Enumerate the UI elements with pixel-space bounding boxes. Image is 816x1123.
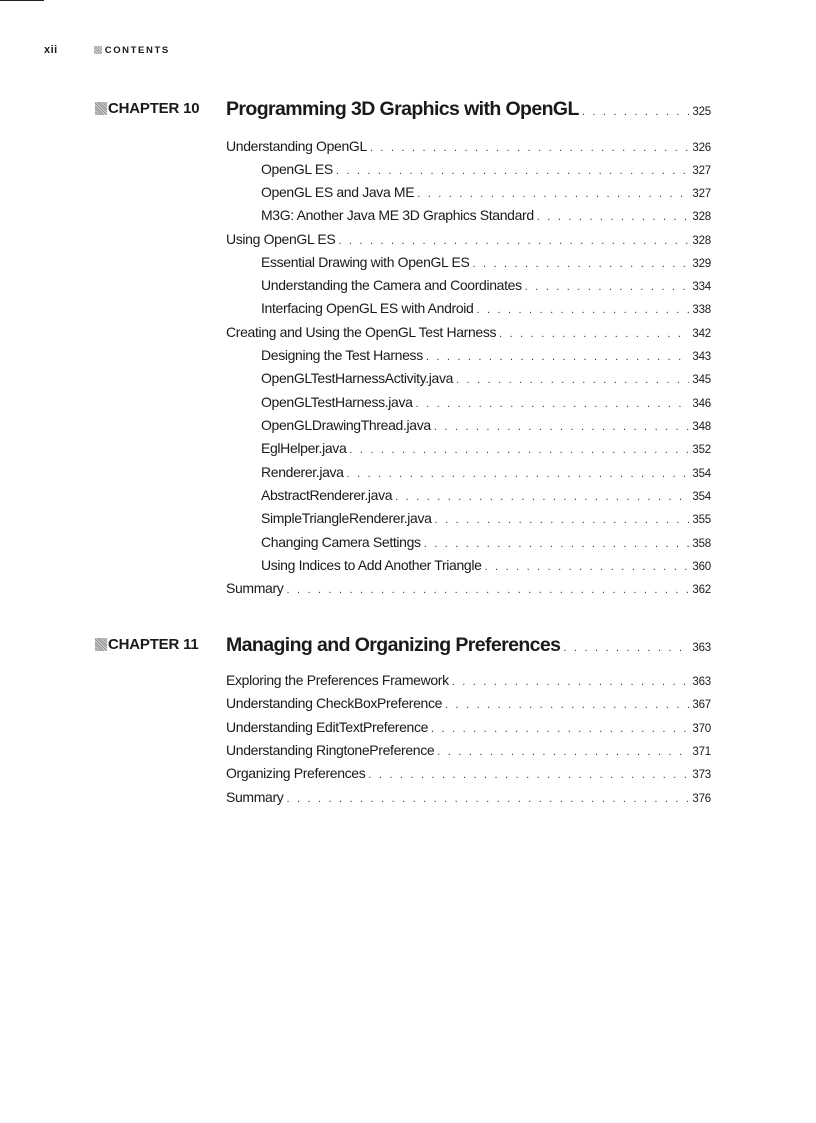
- toc-entry[interactable]: [261, 534, 711, 550]
- entry-title: Using Indices to Add Another Triangle: [261, 557, 482, 573]
- toc-entry[interactable]: [261, 487, 711, 503]
- page-ref: 355: [692, 514, 711, 526]
- entry-title: OpenGLTestHarnessActivity.java: [261, 370, 454, 386]
- dot-leader: [477, 304, 690, 316]
- page-ref: 343: [692, 351, 711, 363]
- toc-entry[interactable]: [226, 695, 711, 711]
- dot-leader: [426, 351, 690, 363]
- entry-title: OpenGL ES: [261, 161, 333, 177]
- page-ref: 327: [692, 188, 711, 200]
- entry-title: Summary: [226, 580, 284, 596]
- dot-leader: [347, 468, 690, 480]
- page-ref: 363: [692, 676, 711, 688]
- page-ref: 327: [692, 165, 711, 177]
- entry-title: OpenGLDrawingThread.java: [261, 417, 431, 433]
- chapter-title: Programming 3D Graphics with OpenGL: [226, 98, 579, 120]
- entry-title: Understanding CheckBoxPreference: [226, 695, 443, 711]
- page-ref: 367: [692, 699, 711, 711]
- toc-entry[interactable]: [226, 324, 711, 340]
- entry-title: Understanding the Camera and Coordinates: [261, 277, 522, 293]
- entry-title: Renderer.java: [261, 464, 344, 480]
- running-head-title: CONTENTS: [104, 44, 170, 56]
- page-ref: 328: [692, 211, 711, 223]
- toc-entry[interactable]: [261, 184, 711, 200]
- page-ref: 363: [692, 642, 711, 654]
- page-ref: 328: [692, 235, 711, 247]
- dot-leader: [499, 328, 689, 340]
- entry-title: Summary: [226, 789, 284, 805]
- toc-entry[interactable]: [261, 557, 711, 573]
- dot-leader: [452, 676, 690, 688]
- running-head-marker: [94, 46, 102, 54]
- dot-leader: [286, 584, 689, 596]
- entry-title: Creating and Using the OpenGL Test Harness: [226, 324, 497, 340]
- toc-entry[interactable]: [261, 300, 711, 316]
- dot-leader: [473, 258, 690, 270]
- page-ref: 329: [692, 258, 711, 270]
- page-ref: 352: [692, 444, 711, 456]
- page-ref: 348: [692, 421, 711, 433]
- chapter-label-text: CHAPTER 11: [108, 635, 199, 653]
- dot-leader: [349, 444, 689, 456]
- entry-title: Designing the Test Harness: [261, 347, 423, 363]
- entry-title: Changing Camera Settings: [261, 534, 421, 550]
- page-ref: 325: [692, 106, 711, 118]
- dot-leader: [416, 398, 690, 410]
- page-ref: 346: [692, 398, 711, 410]
- dot-leader: [368, 769, 689, 781]
- page-ref: 354: [692, 468, 711, 480]
- running-head: [44, 43, 170, 57]
- entry-title: Exploring the Preferences Framework: [226, 672, 449, 688]
- chapter-marker-icon: [95, 638, 107, 651]
- chapter-marker-icon: [95, 102, 107, 115]
- dot-leader: [417, 188, 689, 200]
- chapter-label: [95, 98, 199, 118]
- toc-entry[interactable]: [226, 580, 711, 596]
- entry-title: OpenGL ES and Java ME: [261, 184, 415, 200]
- toc-entry[interactable]: [261, 277, 711, 293]
- chapter-title-line[interactable]: [226, 98, 711, 121]
- page-ref: 362: [692, 584, 711, 596]
- page-ref: 342: [692, 328, 711, 340]
- toc-entry[interactable]: [261, 417, 711, 433]
- entry-title: Essential Drawing with OpenGL ES: [261, 254, 470, 270]
- dot-leader: [582, 106, 690, 118]
- entry-title: M3G: Another Java ME 3D Graphics Standard: [261, 207, 534, 223]
- entry-title: Organizing Preferences: [226, 765, 366, 781]
- entry-title: OpenGLTestHarness.java: [261, 394, 413, 410]
- chapter-label: [95, 634, 199, 654]
- toc-entry[interactable]: [226, 789, 711, 805]
- chapter-title: Managing and Organizing Preferences: [226, 634, 561, 656]
- entry-title: Understanding RingtonePreference: [226, 742, 435, 758]
- entry-title: EglHelper.java: [261, 440, 347, 456]
- entry-title: SimpleTriangleRenderer.java: [261, 510, 432, 526]
- page-number: xii: [44, 44, 58, 56]
- dot-leader: [537, 211, 690, 223]
- dot-leader: [437, 746, 689, 758]
- page-ref: 334: [692, 281, 711, 293]
- dot-leader: [395, 491, 689, 503]
- entry-title: Understanding OpenGL: [226, 138, 367, 154]
- toc-entry[interactable]: [261, 347, 711, 363]
- page-ref: 371: [692, 746, 711, 758]
- page-ref: 326: [692, 142, 711, 154]
- page-ref: 358: [692, 538, 711, 550]
- toc-entry[interactable]: [261, 464, 711, 480]
- entry-title: AbstractRenderer.java: [261, 487, 393, 503]
- dot-leader: [370, 142, 690, 154]
- entry-title: Understanding EditTextPreference: [226, 719, 429, 735]
- page-ref: 370: [692, 723, 711, 735]
- top-rule: [0, 0, 44, 1]
- entry-title: Using OpenGL ES: [226, 231, 336, 247]
- dot-leader: [431, 723, 689, 735]
- toc-entry[interactable]: [261, 370, 711, 386]
- dot-leader: [338, 235, 689, 247]
- chapter-title-line[interactable]: [226, 634, 711, 657]
- toc-entry[interactable]: [226, 672, 711, 688]
- chapter-label-text: CHAPTER 10: [108, 99, 200, 117]
- dot-leader: [525, 281, 690, 293]
- dot-leader: [286, 793, 689, 805]
- toc-entry[interactable]: [261, 510, 711, 526]
- toc-entry[interactable]: [226, 138, 711, 154]
- dot-leader: [456, 374, 689, 386]
- dot-leader: [435, 514, 690, 526]
- entry-title: Interfacing OpenGL ES with Android: [261, 300, 474, 316]
- toc-entry[interactable]: [261, 254, 711, 270]
- toc-entry[interactable]: [261, 207, 711, 223]
- toc-entry[interactable]: [226, 719, 711, 735]
- dot-leader: [424, 538, 690, 550]
- dot-leader: [485, 561, 690, 573]
- page-ref: 376: [692, 793, 711, 805]
- toc-entry[interactable]: [261, 394, 711, 410]
- page-ref: 360: [692, 561, 711, 573]
- toc-entry[interactable]: [226, 765, 711, 781]
- page-ref: 338: [692, 304, 711, 316]
- dot-leader: [434, 421, 690, 433]
- toc-entry[interactable]: [226, 742, 711, 758]
- dot-leader: [563, 642, 689, 654]
- page-ref: 354: [692, 491, 711, 503]
- page-ref: 373: [692, 769, 711, 781]
- toc-entry[interactable]: [261, 440, 711, 456]
- toc-entry[interactable]: [226, 231, 711, 247]
- dot-leader: [336, 165, 690, 177]
- toc-entry[interactable]: [261, 161, 711, 177]
- dot-leader: [445, 699, 689, 711]
- page-ref: 345: [692, 374, 711, 386]
